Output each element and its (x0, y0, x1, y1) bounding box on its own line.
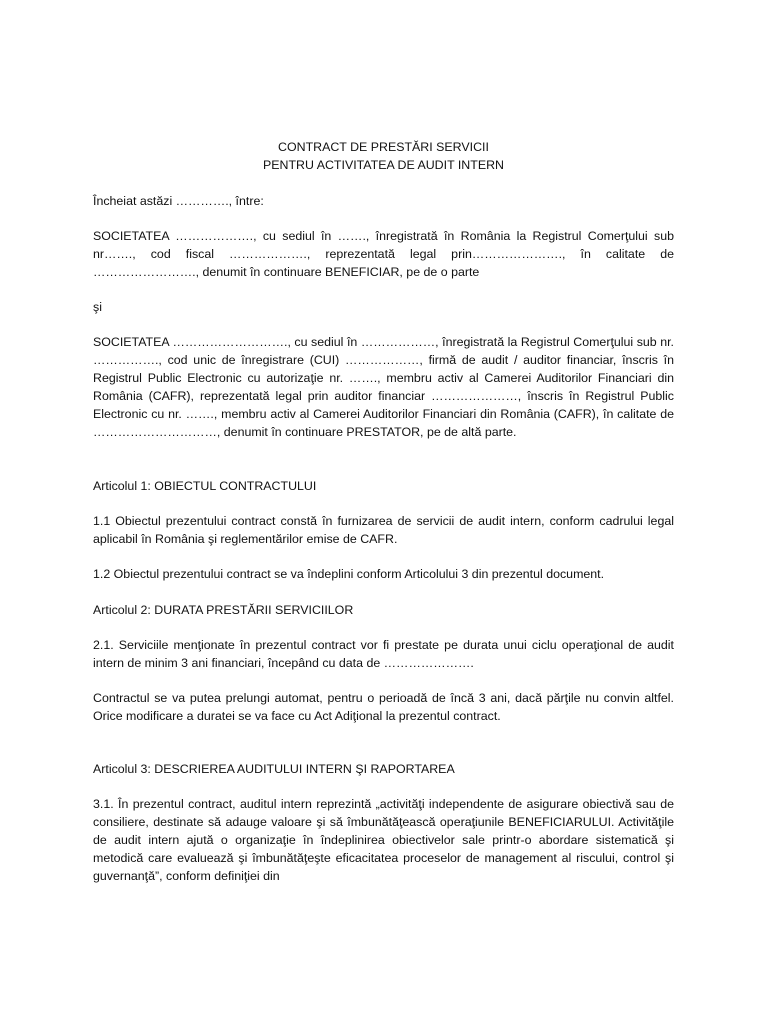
party-beneficiar-paragraph: SOCIETATEA ………………., cu sediul în ……., înregistrată în România la Registrul Comerţului sub nr……., cod fiscal ………………., reprezentată legal prin…………………., în calitate de ……………………., denumit în continuare BENEFICIAR, pe de o parte (93, 229, 674, 279)
intro-line: Încheiat astăzi …………., între: (93, 194, 264, 208)
article1-heading: Articolul 1: OBIECTUL CONTRACTULUI (93, 479, 317, 493)
article3-heading: Articolul 3: DESCRIEREA AUDITULUI INTERN ŞI RAPORTAREA (93, 762, 455, 776)
document-body (93, 138, 674, 885)
article2-heading: Articolul 2: DURATA PRESTĂRII SERVICIILOR (93, 603, 354, 617)
article1-clause1: 1.1 Obiectul prezentului contract constă în furnizarea de servicii de audit intern, conform cadrului legal aplicabil în România şi reglementărilor emise de CAFR. (93, 514, 674, 546)
document-title-line2: PENTRU ACTIVITATEA DE AUDIT INTERN (263, 158, 504, 172)
document-title-line1: CONTRACT DE PRESTĂRI SERVICII (278, 140, 489, 154)
article1-clause2: 1.2 Obiectul prezentului contract se va îndeplini conform Articolului 3 din prezentul document. (93, 567, 605, 581)
article2-clause1: 2.1. Serviciile menţionate în prezentul contract vor fi prestate pe durata unui ciclu operaţional de audit intern de minim 3 ani financiari, începând cu data de …………………. (93, 638, 674, 670)
article3-clause1: 3.1. În prezentul contract, auditul intern reprezintă „activităţi independente de asigurare obiectivă sau de consiliere, destinate să adauge valoare şi să îmbunătăţească operaţiunile BENEFICIARULUI. Activităţile de audit intern ajută o organizaţie în îndeplinirea obiectivelor sale printr-o abordare sistematică şi metodică care evaluează şi îmbunătăţeşte eficacitatea proceselor de management al riscului, control şi guvernanţă”, conform definiţiei din (93, 797, 674, 883)
conjunction-si: şi (93, 300, 102, 314)
party-prestator-paragraph: SOCIETATEA ………………………., cu sediul în ………………, înregistrată la Registrul Comerţului sub nr. ……………., cod unic de înregistrare (CUI) ………………, firmă de audit / auditor financiar, înscris în Registrul Public Electronic cu autorizaţie nr. ……., membru activ al Camerei Auditorilor Financiari din România (CAFR), reprezentată legal prin auditor financiar …………………, înscris în Registrul Public Electronic cu nr. ……., membru activ al Camerei Auditorilor Financiari din România (CAFR), în calitate de …………………………, denumit în continuare PRESTATOR, pe de altă parte. (93, 335, 674, 439)
article2-clause2: Contractul se va putea prelungi automat, pentru o perioadă de încă 3 ani, dacă părţile nu convin altfel. Orice modificare a duratei se va face cu Act Adiţional la prezentul contract. (93, 691, 674, 723)
